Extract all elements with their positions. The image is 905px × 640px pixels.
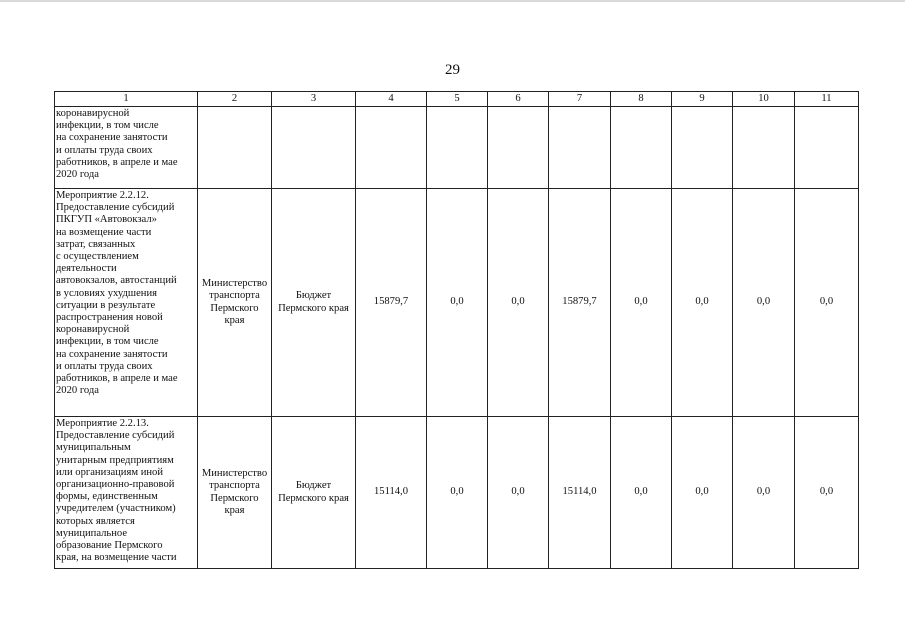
page-number: 29 (445, 62, 460, 78)
value-cell (611, 107, 672, 189)
column-header: 1 (55, 92, 198, 107)
description-line: Мероприятие 2.2.13. (56, 418, 149, 429)
column-header: 10 (733, 92, 795, 107)
description-line: учредителем (участником) (56, 503, 176, 515)
description-line: организационно-правовой (56, 479, 175, 491)
source-line: Пермского края (278, 492, 349, 504)
description-line: муниципальное (56, 527, 128, 539)
value-cell: 0,0 (488, 189, 549, 417)
executor-cell (198, 107, 272, 189)
header-row (55, 92, 859, 107)
funding-source-cell (272, 107, 356, 189)
description-line: ситуации в результате (56, 299, 156, 311)
value-cell: 15879,7 (356, 189, 427, 417)
value-cell (427, 107, 488, 189)
source-line: Бюджет (295, 480, 332, 492)
description-line: 2020 года (56, 169, 100, 181)
value-cell (795, 107, 859, 189)
column-header: 8 (611, 92, 672, 107)
description-line: работников, в апреле и мае (56, 156, 178, 168)
value-cell: 0,0 (795, 417, 859, 569)
column-header: 3 (272, 92, 356, 107)
description-line: и оплаты труда своих (56, 360, 153, 372)
column-header: 4 (356, 92, 427, 107)
executor-cell (198, 417, 272, 569)
description-line: затрат, связанных (56, 238, 136, 250)
column-header: 6 (488, 92, 549, 107)
table-row-continuation (55, 107, 859, 189)
description-line: на возмещение части (56, 226, 152, 238)
description-line: формы, единственным (56, 491, 158, 503)
executor-line: Пермского (210, 492, 259, 504)
value-cell: 0,0 (733, 189, 795, 417)
description-line: коронавирусной (56, 324, 130, 336)
description-line: в условиях ухудшения (56, 287, 158, 299)
description-line: Предоставление субсидий (56, 202, 175, 214)
description-line: автовокзалов, автостанций (56, 275, 177, 287)
table-row-measure-2-2-12 (55, 189, 859, 417)
executor-line: края (224, 314, 245, 326)
column-header: 9 (672, 92, 733, 107)
description-line: инфекции, в том числе (56, 120, 159, 132)
value-cell (549, 107, 611, 189)
description-cell (55, 189, 198, 417)
executor-line: транспорта (209, 480, 260, 492)
description-cell (55, 417, 198, 569)
executor-cell (198, 189, 272, 417)
description-line: унитарным предприятиям (56, 454, 174, 466)
description-line: которых является (56, 515, 135, 527)
executor-line: Министерство (201, 468, 268, 480)
source-line: Бюджет (295, 290, 332, 302)
description-line: Предоставление субсидий (56, 430, 175, 442)
value-cell: 0,0 (488, 417, 549, 569)
value-cell: 0,0 (672, 417, 733, 569)
description-line: Мероприятие 2.2.12. (56, 190, 149, 201)
description-line: деятельности (56, 263, 117, 275)
description-line: работников, в апреле и мае (56, 373, 178, 385)
column-header: 2 (198, 92, 272, 107)
executor-line: транспорта (209, 290, 260, 302)
value-cell: 15879,7 (549, 189, 611, 417)
value-cell: 15114,0 (356, 417, 427, 569)
description-line: 2020 года (56, 385, 100, 397)
value-cell: 15114,0 (549, 417, 611, 569)
value-cell: 0,0 (672, 189, 733, 417)
budget-table (54, 91, 859, 569)
column-header: 5 (427, 92, 488, 107)
value-cell (733, 107, 795, 189)
column-header: 11 (795, 92, 859, 107)
value-cell: 0,0 (427, 189, 488, 417)
executor-line: Министерство (201, 278, 268, 290)
description-line: образование Пермского (56, 540, 163, 552)
value-cell: 0,0 (795, 189, 859, 417)
description-line: и оплаты труда своих (56, 144, 153, 156)
description-line: инфекции, в том числе (56, 336, 159, 348)
executor-line: Пермского (210, 302, 259, 314)
value-cell: 0,0 (733, 417, 795, 569)
table-row-measure-2-2-13 (55, 417, 859, 569)
column-header: 7 (549, 92, 611, 107)
description-line: на сохранение занятости (56, 348, 168, 360)
value-cell (356, 107, 427, 189)
description-cell (55, 107, 198, 189)
description-line: муниципальным (56, 442, 131, 454)
description-line: распространения новой (56, 312, 163, 324)
value-cell: 0,0 (427, 417, 488, 569)
description-line: на сохранение занятости (56, 132, 168, 144)
value-cell: 0,0 (611, 417, 672, 569)
value-cell (488, 107, 549, 189)
executor-line: края (224, 504, 245, 516)
description-line: с осуществлением (56, 251, 139, 263)
description-line: или организациям иной (56, 466, 164, 478)
description-line: ПКГУП «Автовокзал» (56, 214, 157, 226)
funding-source-cell (272, 417, 356, 569)
top-edge-rule (0, 0, 905, 2)
description-line: края, на возмещение части (56, 552, 177, 564)
funding-source-cell (272, 189, 356, 417)
description-line: коронавирусной (56, 108, 130, 119)
value-cell: 0,0 (611, 189, 672, 417)
source-line: Пермского края (278, 302, 349, 314)
value-cell (672, 107, 733, 189)
